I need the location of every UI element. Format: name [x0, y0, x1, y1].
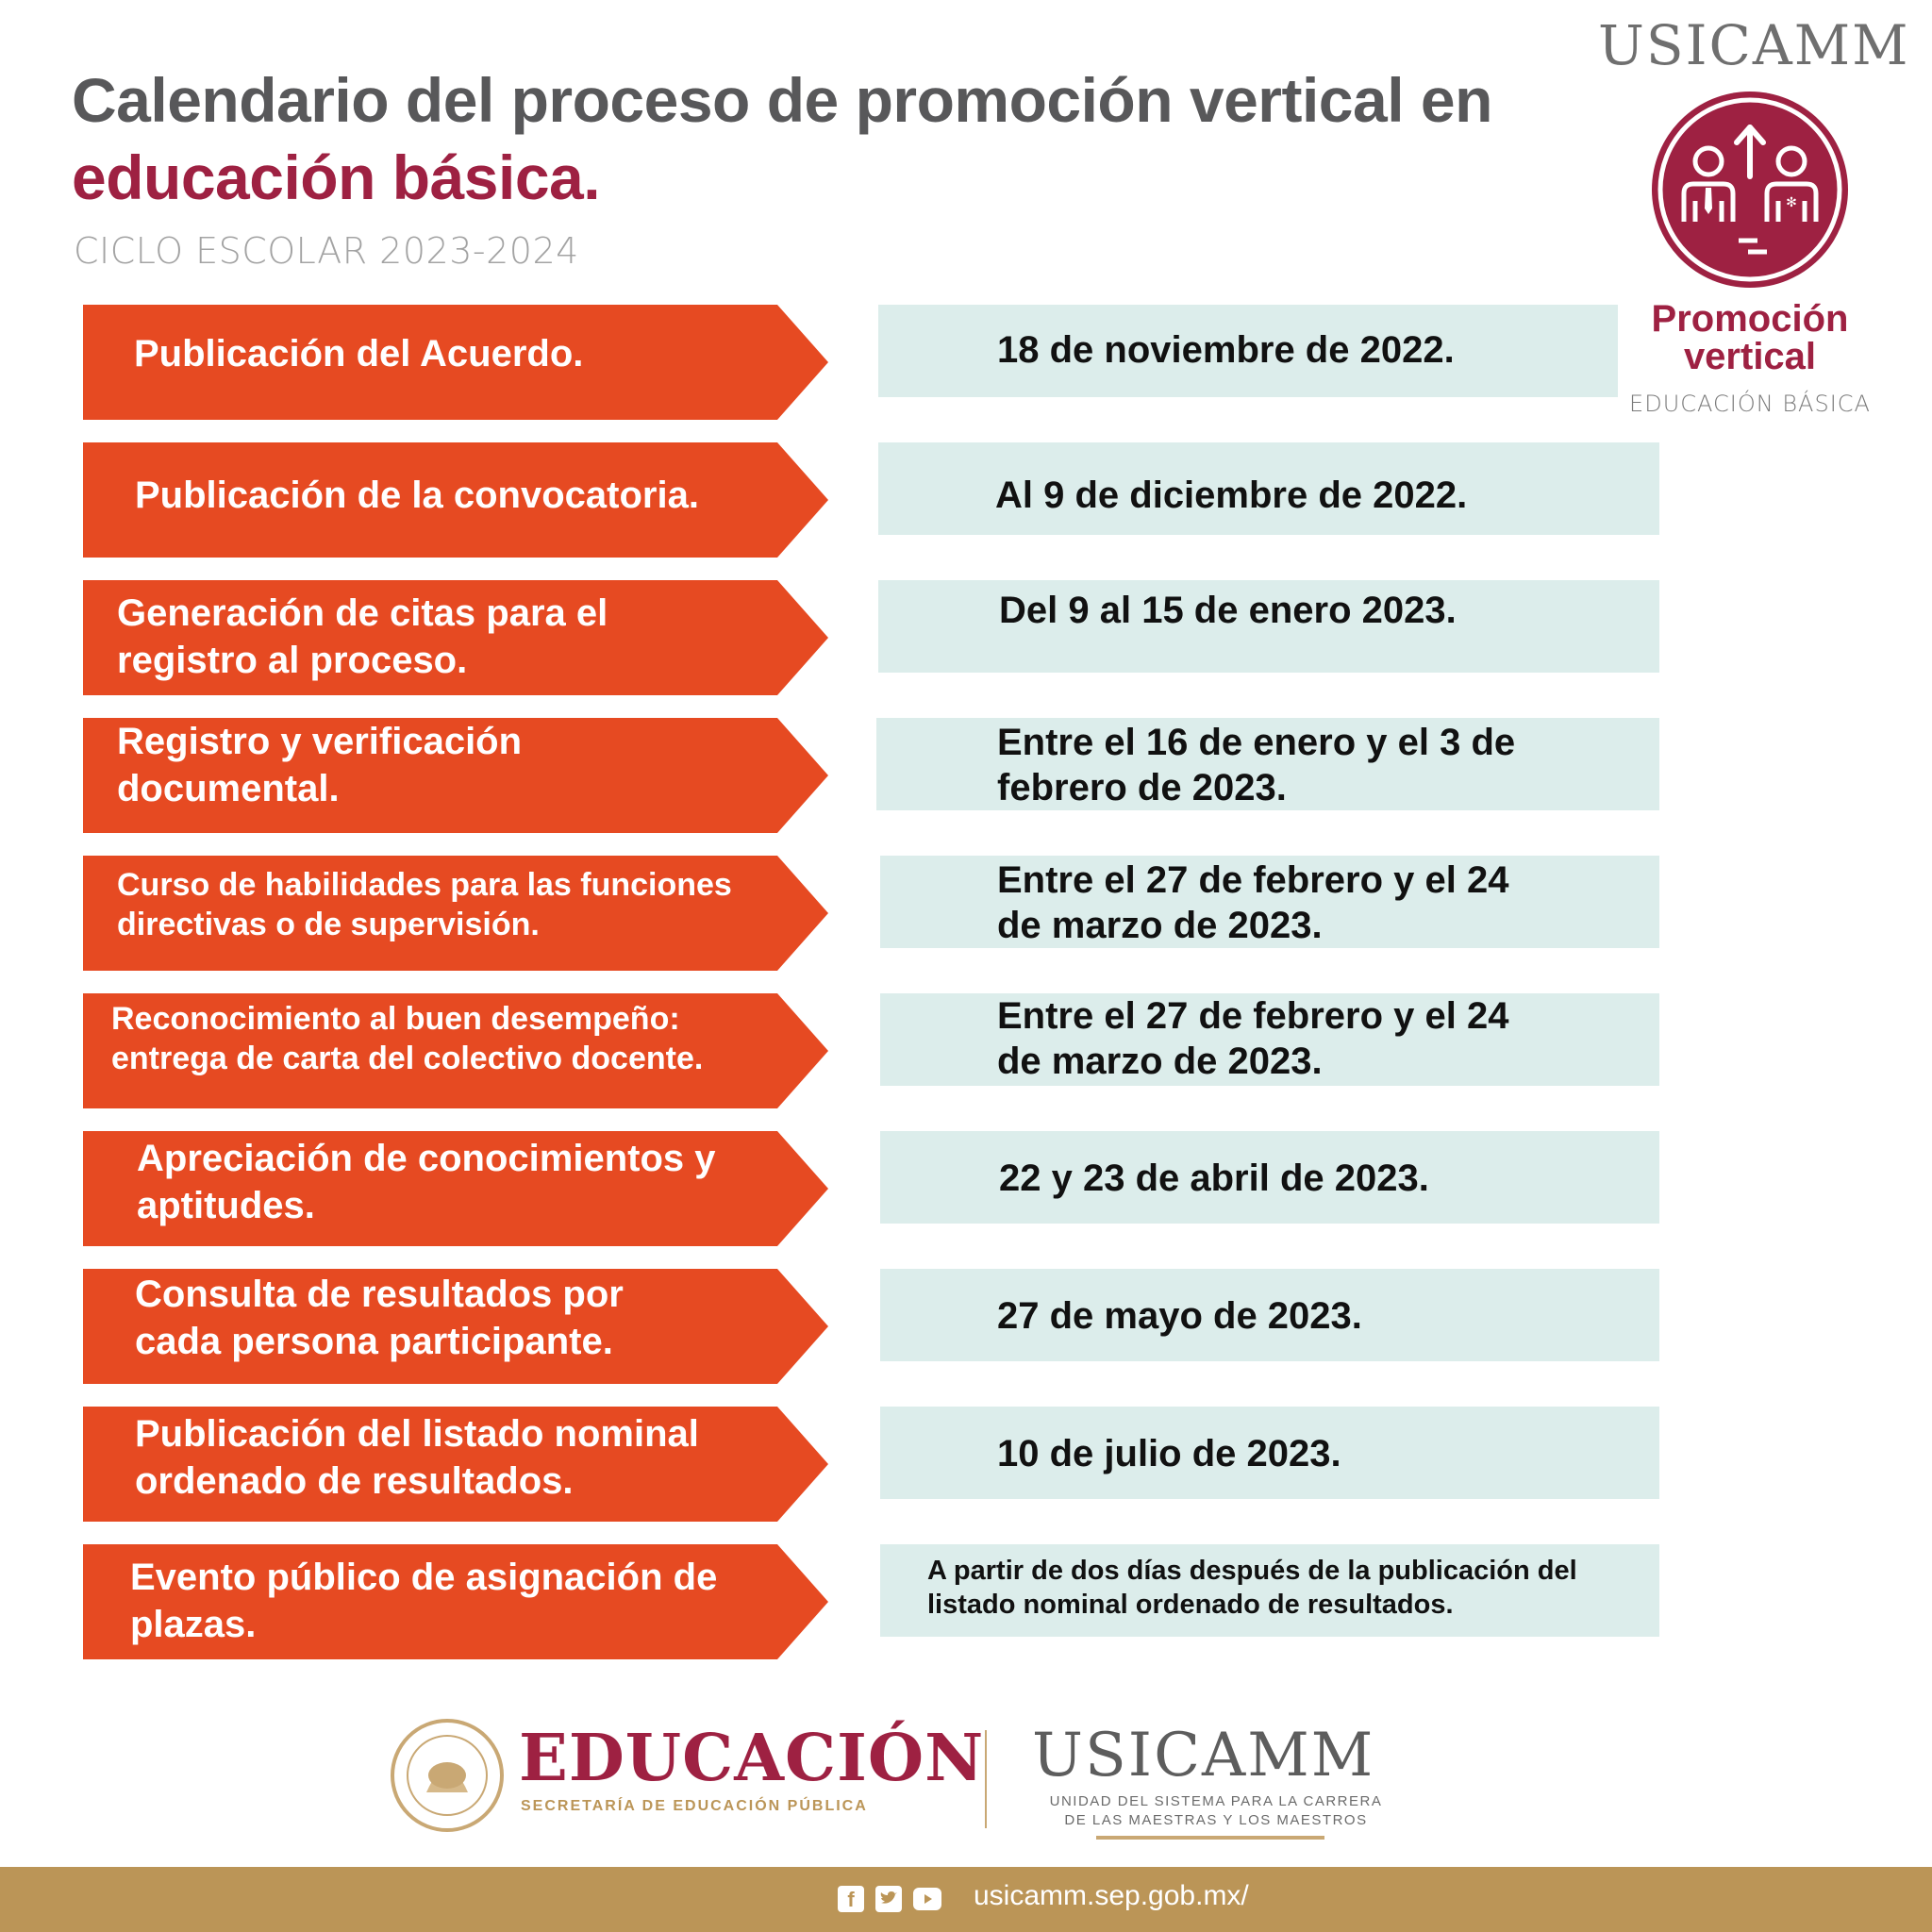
step-label: Registro y verificación documental. [117, 721, 523, 809]
step-arrow [83, 1407, 828, 1522]
date-box [880, 1269, 1659, 1361]
date-box [880, 1544, 1659, 1637]
date-text: A partir de dos días después de la publicación del listado nominal ordenado de resultados. [927, 1556, 1577, 1620]
step-arrow [83, 1269, 828, 1384]
step-arrow [83, 1131, 828, 1246]
step-arrow [83, 993, 828, 1108]
step-label: Consulta de resultados por cada persona participante. [135, 1274, 624, 1362]
usicamm-subtitle-line-2: DE LAS MAESTRAS Y LOS MAESTROS [1064, 1812, 1368, 1828]
step-label: Apreciación de conocimientos y aptitudes. [137, 1138, 716, 1226]
youtube-icon[interactable] [913, 1888, 941, 1910]
date-text: Al 9 de diciembre de 2022. [995, 475, 1468, 516]
step-arrow [83, 442, 828, 558]
date-box [878, 442, 1659, 535]
badge-subtitle: EDUCACIÓN BÁSICA [1629, 391, 1871, 417]
date-box [878, 580, 1659, 673]
date-text: 22 y 23 de abril de 2023. [999, 1158, 1429, 1199]
badge-title-line-2: vertical [1683, 336, 1817, 377]
sep-subtitle: SECRETARÍA DE EDUCACIÓN PÚBLICA [521, 1798, 868, 1814]
page-title-line-2: educación básica. [72, 142, 601, 212]
step-label: Publicación del listado nominal ordenado de resultados. [135, 1413, 699, 1502]
usicamm-subtitle-line-1: UNIDAD DEL SISTEMA PARA LA CARRERA [1049, 1793, 1383, 1809]
step-arrow [83, 718, 828, 833]
badge-title [1604, 300, 1896, 375]
step-arrow [83, 1544, 828, 1659]
step-label: Curso de habilidades para las funciones directivas o de supervisión. [117, 867, 732, 942]
footer-logos [0, 1709, 1932, 1860]
facebook-icon[interactable]: f [838, 1886, 864, 1912]
date-box [880, 1407, 1659, 1499]
date-text: Entre el 27 de febrero y el 24 de marzo de 2023. [997, 859, 1509, 946]
date-text: Entre el 16 de enero y el 3 de febrero de 2023. [997, 722, 1516, 808]
date-box [876, 718, 1659, 810]
page-title-line-1: Calendario del proceso de promoción vertical en [72, 65, 1492, 135]
usicamm-footer-title: USICAMM [1032, 1721, 1375, 1790]
step-arrow [83, 580, 828, 695]
date-text: 18 de noviembre de 2022. [997, 329, 1455, 371]
date-text: Entre el 27 de febrero y el 24 de marzo de 2023. [997, 995, 1509, 1082]
date-box [880, 1131, 1659, 1224]
website-link[interactable]: usicamm.sep.gob.mx/ [974, 1880, 1249, 1911]
date-box [880, 993, 1659, 1086]
logo-divider [985, 1730, 987, 1828]
step-arrow [83, 856, 828, 971]
step-label: Evento público de asignación de plazas. [130, 1557, 718, 1645]
step-label: Generación de citas para el registro al proceso. [117, 592, 608, 681]
step-label: Publicación de la convocatoria. [135, 475, 699, 516]
date-box [880, 856, 1659, 948]
sep-title: EDUCACIÓN [519, 1721, 985, 1796]
svg-text:✻: ✻ [1786, 195, 1797, 210]
footer-bar [0, 1867, 1932, 1932]
twitter-icon[interactable] [875, 1886, 902, 1912]
date-text: 27 de mayo de 2023. [997, 1295, 1362, 1337]
step-label: Publicación del Acuerdo. [134, 333, 584, 375]
step-label: Reconocimiento al buen desempeño: entrega de carta del colectivo docente. [111, 1001, 704, 1076]
badge-title-line-1: Promoción [1651, 298, 1849, 340]
date-text: Del 9 al 15 de enero 2023. [999, 590, 1457, 631]
date-box [878, 305, 1618, 397]
school-cycle-subtitle: CICLO ESCOLAR 2023-2024 [74, 230, 579, 272]
promotion-people-arrow-icon [1650, 90, 1850, 290]
usicamm-brand-top: USICAMM [1598, 13, 1910, 77]
usicamm-underline [1096, 1836, 1324, 1840]
mexico-seal-icon [389, 1717, 506, 1834]
step-arrow [83, 305, 828, 420]
date-text: 10 de julio de 2023. [997, 1433, 1341, 1474]
usicamm-footer-subtitle [1032, 1792, 1400, 1830]
